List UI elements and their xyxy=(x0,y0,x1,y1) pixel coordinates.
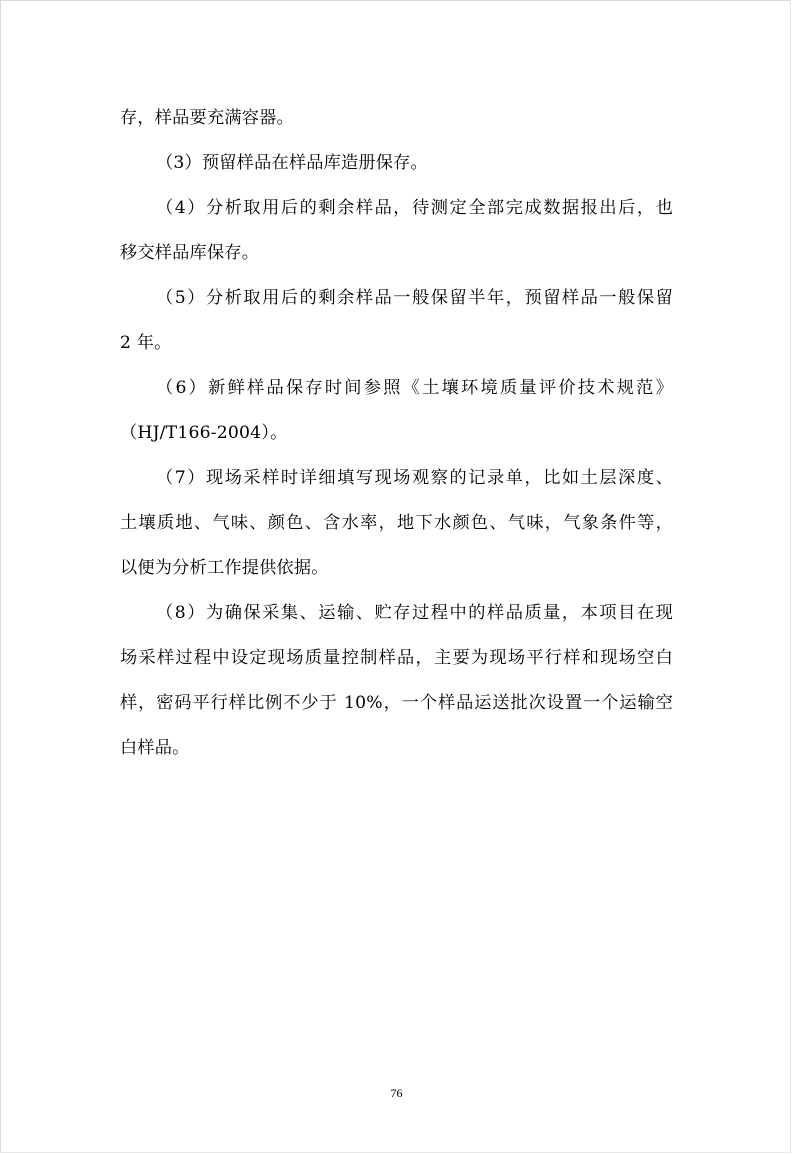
text-line: 移交样品库保存。 xyxy=(120,243,260,263)
text-line: 存，样品要充满容器。 xyxy=(120,108,294,128)
text-line: （HJ/T166-2004）。 xyxy=(120,423,288,443)
text-line: 2 年。 xyxy=(120,333,172,353)
text-line: 以便为分析工作提供依据。 xyxy=(120,558,329,578)
text-line: 白样品。 xyxy=(120,738,190,758)
text-line: 土壤质地、气味、颜色、含水率，地下水颜色、气味，气象条件等， xyxy=(120,513,673,533)
document-body xyxy=(120,96,673,771)
list-item-8: （8）为确保采集、运输、贮存过程中的样品质量，本项目在现 xyxy=(156,603,673,623)
list-item-3: （3）预留样品在样品库造册保存。 xyxy=(156,153,428,173)
list-item-6: （6）新鲜样品保存时间参照《土壤环境质量评价技术规范》 xyxy=(156,378,673,398)
list-item-7: （7）现场采样时详细填写现场观察的记录单，比如土层深度、 xyxy=(156,468,673,488)
list-item-4: （4）分析取用后的剩余样品，待测定全部完成数据报出后，也 xyxy=(156,198,673,218)
text-line: 场采样过程中设定现场质量控制样品，主要为现场平行样和现场空白 xyxy=(120,648,673,668)
list-item-5: （5）分析取用后的剩余样品一般保留半年，预留样品一般保留 xyxy=(156,288,673,308)
text-line: 样，密码平行样比例不少于 10%，一个样品运送批次设置一个运输空 xyxy=(120,693,673,713)
page-number: 76 xyxy=(390,1086,403,1100)
